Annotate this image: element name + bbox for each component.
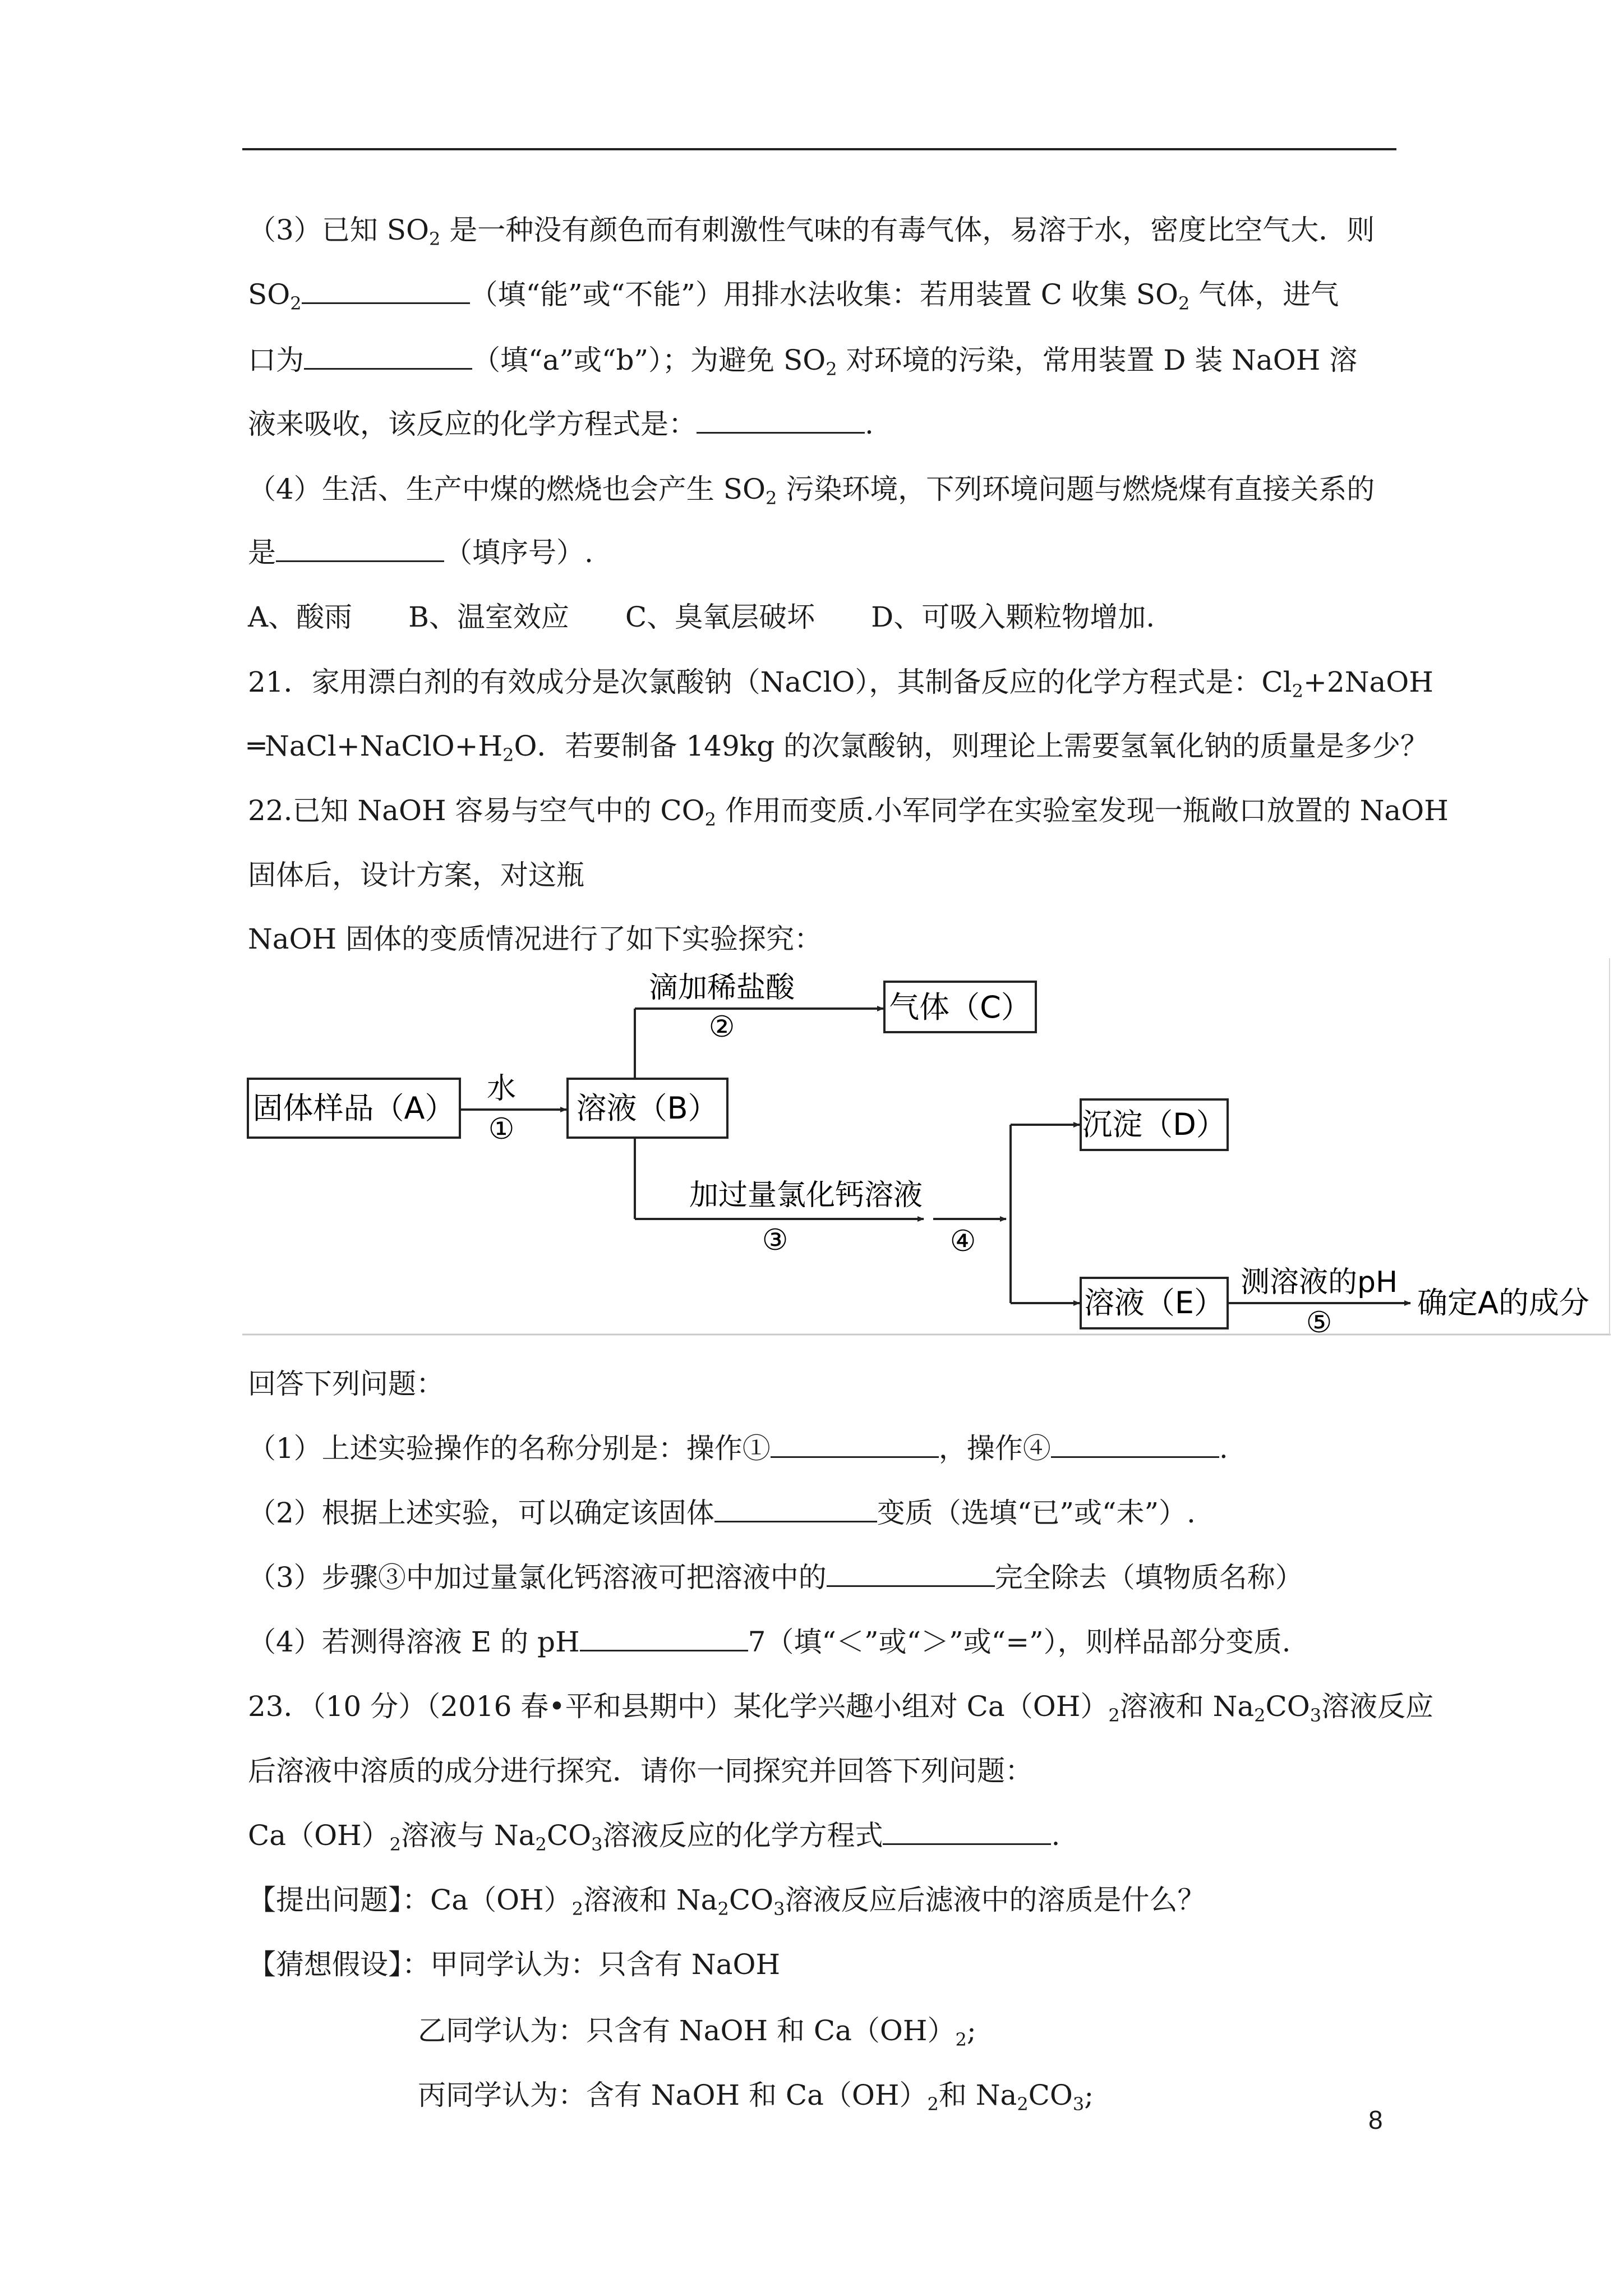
box-b [568, 1079, 727, 1138]
box-c [884, 982, 1036, 1032]
q23-question: 【提出问题】：$Ca(OH)_2$溶液和 $Na_2CO_3$溶液反应后滤液中的溶质是什么？ [248, 1884, 1206, 1920]
p3-line1: （3）已知 $SO_2$ 是一种没有颜色而有刺激性气味的有毒气体，易溶于水，密度比空气大．则 [248, 214, 1375, 250]
q23-line2: 后溶液中溶质的成分进行探究．请你一同探究并回答下列问题： [248, 1755, 1033, 1787]
step5-arrow [1228, 1266, 1410, 1340]
step4-arrow [933, 1219, 1006, 1258]
q22-answer-intro: 回答下列问题： [248, 1368, 444, 1400]
p4-line2: 是 （填序号）. [248, 536, 593, 569]
answer-blank[interactable] [1051, 1433, 1219, 1458]
answer-blank[interactable] [827, 1562, 995, 1587]
q22-line1: 22.已知 NaOH 容易与空气中的 $CO_2$ 作用而变质.小军同学在实验室发现一瓶敞口放置的 NaOH [248, 794, 1449, 830]
q23-line1: 23．（10 分）（2016 春•平和县期中）某化学兴趣小组对 $Ca(OH)_2$溶液和 $Na_2CO_3$溶液反应 [248, 1690, 1434, 1726]
p3-line2: $SO_2$ （填“能”或“不能”）用排水法收集：若用装置 C 收集 $SO_2$ 气体，进气 [248, 278, 1339, 314]
q21-line1: 21．家用漂白剂的有效成分是次氯酸钠（NaClO），其制备反应的化学方程式是：$Cl_2+2NaOH$ [248, 666, 1433, 702]
answer-blank[interactable] [714, 1497, 877, 1522]
q22-s1: （1）上述实验操作的名称分别是：操作① ，操作④ . [248, 1432, 1228, 1465]
p4-options: A、酸雨 B、温室效应 C、臭氧层破坏 D、可吸入颗粒物增加. [248, 601, 1155, 633]
svg-text:溶液（E）: 溶液（E） [1083, 1285, 1225, 1320]
answer-blank[interactable] [771, 1433, 939, 1458]
step3-number: ③ [762, 1223, 789, 1257]
answer-blank[interactable] [304, 344, 472, 370]
p3-line3: 口为 （填“a”或“b”）；为避免 $SO_2$ 对环境的污染，常用装置 D 装 NaOH 溶 [248, 344, 1358, 380]
step3-label: 加过量氯化钙溶液 [689, 1179, 923, 1212]
step1-arrow [460, 1072, 566, 1146]
page-number: 8 [1368, 2105, 1383, 2134]
step5-number: ⑤ [1306, 1306, 1332, 1340]
step1-number: ① [488, 1112, 515, 1146]
q23-hypothesis-3: 丙同学认为：含有 NaOH 和 $Ca(OH)_2$和 $Na_2CO_3$; [418, 2079, 1094, 2115]
answer-blank[interactable] [697, 408, 865, 434]
q22-line2: 固体后，设计方案，对这瓶 [248, 859, 584, 891]
answer-blank[interactable] [302, 279, 470, 304]
q22-s2: （2）根据上述实验，可以确定该固体 变质（选填“已”或“未”）. [248, 1497, 1196, 1529]
q23-line3: $Ca(OH)_2$溶液与 $Na_2CO_3$溶液反应的化学方程式 . [248, 1819, 1061, 1855]
answer-blank[interactable] [883, 1820, 1051, 1845]
q23-hypothesis-2: 乙同学认为：只含有 NaOH 和 $Ca(OH)_2$; [418, 2014, 976, 2050]
header-rule [242, 148, 1396, 150]
q22-line3: NaOH 固体的变质情况进行了如下实验探究： [248, 923, 823, 955]
q23-hypothesis-1: 【猜想假设】：甲同学认为：只含有 NaOH [248, 1948, 781, 1981]
svg-text:气体（C）: 气体（C） [889, 990, 1031, 1025]
p4-line1: （4）生活、生产中煤的燃烧也会产生 $SO_2$ 污染环境，下列环境问题与燃烧煤有直接关系的 [248, 473, 1375, 509]
svg-text:固体样品（A）: 固体样品（A） [252, 1091, 455, 1126]
box-d [1081, 1099, 1228, 1150]
box-e [1081, 1278, 1228, 1328]
step4-number: ④ [949, 1225, 976, 1258]
box-a [248, 1079, 460, 1138]
step2-number: ② [708, 1010, 735, 1044]
step2-label: 滴加稀盐酸 [648, 971, 795, 1005]
step1-label: 水 [486, 1072, 517, 1106]
experiment-flow-diagram [242, 958, 1623, 1354]
q21-line2: $═NaCl+NaClO+H_2O$．若要制备 149kg 的次氯酸钠，则理论上需要氢氧化钠的质量是多少？ [248, 730, 1428, 766]
step2-arrow [635, 971, 883, 1044]
svg-text:沉淀（D）: 沉淀（D） [1082, 1107, 1227, 1142]
step3-arrow [635, 1179, 924, 1257]
answer-blank[interactable] [276, 537, 444, 562]
answer-blank[interactable] [580, 1626, 748, 1651]
svg-text:溶液（B）: 溶液（B） [576, 1091, 718, 1126]
result-label: 确定A的成分 [1417, 1285, 1589, 1320]
q22-s3: （3）步骤③中加过量氯化钙溶液可把溶液中的 完全除去（填物质名称） [248, 1561, 1303, 1594]
q22-s4: （4）若测得溶液 E 的 pH 7（填“＜”或“＞”或“=”），则样品部分变质. [248, 1626, 1291, 1658]
step5-label: 测溶液的pH [1240, 1266, 1398, 1299]
p3-line4: 液来吸收，该反应的化学方程式是： . [248, 408, 874, 440]
